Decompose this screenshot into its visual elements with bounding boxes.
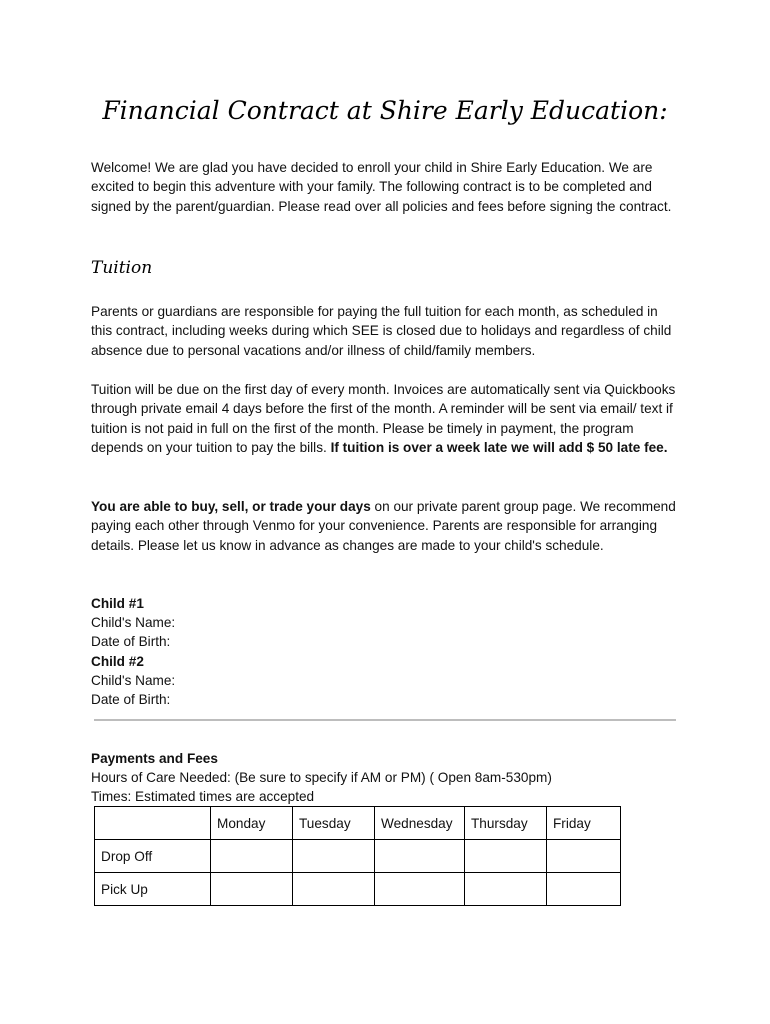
intro-paragraph: Welcome! We are glad you have decided to enroll your child in Shire Early Education. We are excited to begin this adventure with your family. The following contract is to be completed and signed by the parent/guardian. Please read over all policies and fees before signing the contract. [91, 160, 672, 214]
tuition-due-text: Tuition will be due on the first day of every month. Invoices are automatically sent via Quickbooks through private email 4 days before the first of the month. A reminder will be sent via email/ text if tuition is not paid in full on the first of the month. Please be timely in payment, the program depends on your tuition to pay the bills. [91, 382, 676, 456]
day-header-monday: Monday [211, 807, 293, 840]
day-header-wednesday: Wednesday [375, 807, 465, 840]
payments-heading: Payments and Fees [91, 751, 218, 766]
venmo-text: on our private parent group page. We recommend paying each other through Venmo for your convenience. Parents are responsible for arranging details. Please let us know in advance as changes are made to your child's schedule. [91, 499, 676, 553]
child-2-dob-field[interactable]: Date of Birth: [91, 692, 171, 707]
tuition-heading: Tuition [91, 258, 153, 278]
pick-up-thursday-cell[interactable] [465, 873, 547, 906]
schedule-header-row [95, 807, 621, 840]
section-divider [94, 719, 676, 721]
child-2-name-field[interactable]: Child's Name: [91, 673, 176, 688]
day-header-tuesday: Tuesday [293, 807, 375, 840]
table-row [95, 873, 621, 906]
child-1-label: Child #1 [91, 596, 144, 611]
child-1-name-field[interactable]: Child's Name: [91, 615, 176, 630]
table-row [95, 840, 621, 873]
drop-off-monday-cell[interactable] [211, 840, 293, 873]
drop-off-friday-cell[interactable] [547, 840, 621, 873]
schedule-table [94, 806, 621, 906]
trade-days-text: You are able to buy, sell, or trade your days [91, 499, 371, 514]
row-label-drop-off: Drop Off [95, 840, 211, 873]
pick-up-tuesday-cell[interactable] [293, 873, 375, 906]
late-fee-text: If tuition is over a week late we will add $ 50 late fee. [330, 440, 668, 456]
tuition-paragraph-1: Parents or guardians are responsible for paying the full tuition for each month, as scheduled in this contract, including weeks during which SEE is closed due to holidays and regardless of child absence due to personal vacations and/or illness of child/family members. [91, 304, 672, 358]
pick-up-monday-cell[interactable] [211, 873, 293, 906]
drop-off-thursday-cell[interactable] [465, 840, 547, 873]
tuition-paragraph-3 [91, 497, 681, 555]
child-2-label: Child #2 [91, 654, 144, 669]
hours-needed-text: Hours of Care Needed: (Be sure to specify if AM or PM) ( Open 8am-530pm) [91, 770, 552, 785]
pick-up-friday-cell[interactable] [547, 873, 621, 906]
table-corner-cell [95, 807, 211, 840]
child-1-dob-field[interactable]: Date of Birth: [91, 634, 171, 649]
day-header-friday: Friday [547, 807, 621, 840]
drop-off-wednesday-cell[interactable] [375, 840, 465, 873]
day-header-thursday: Thursday [465, 807, 547, 840]
document-title: Financial Contract at Shire Early Education: [102, 96, 668, 125]
pick-up-wednesday-cell[interactable] [375, 873, 465, 906]
drop-off-tuesday-cell[interactable] [293, 840, 375, 873]
times-text: Times: Estimated times are accepted [91, 789, 315, 804]
row-label-pick-up: Pick Up [95, 873, 211, 906]
tuition-paragraph-2 [91, 380, 681, 458]
